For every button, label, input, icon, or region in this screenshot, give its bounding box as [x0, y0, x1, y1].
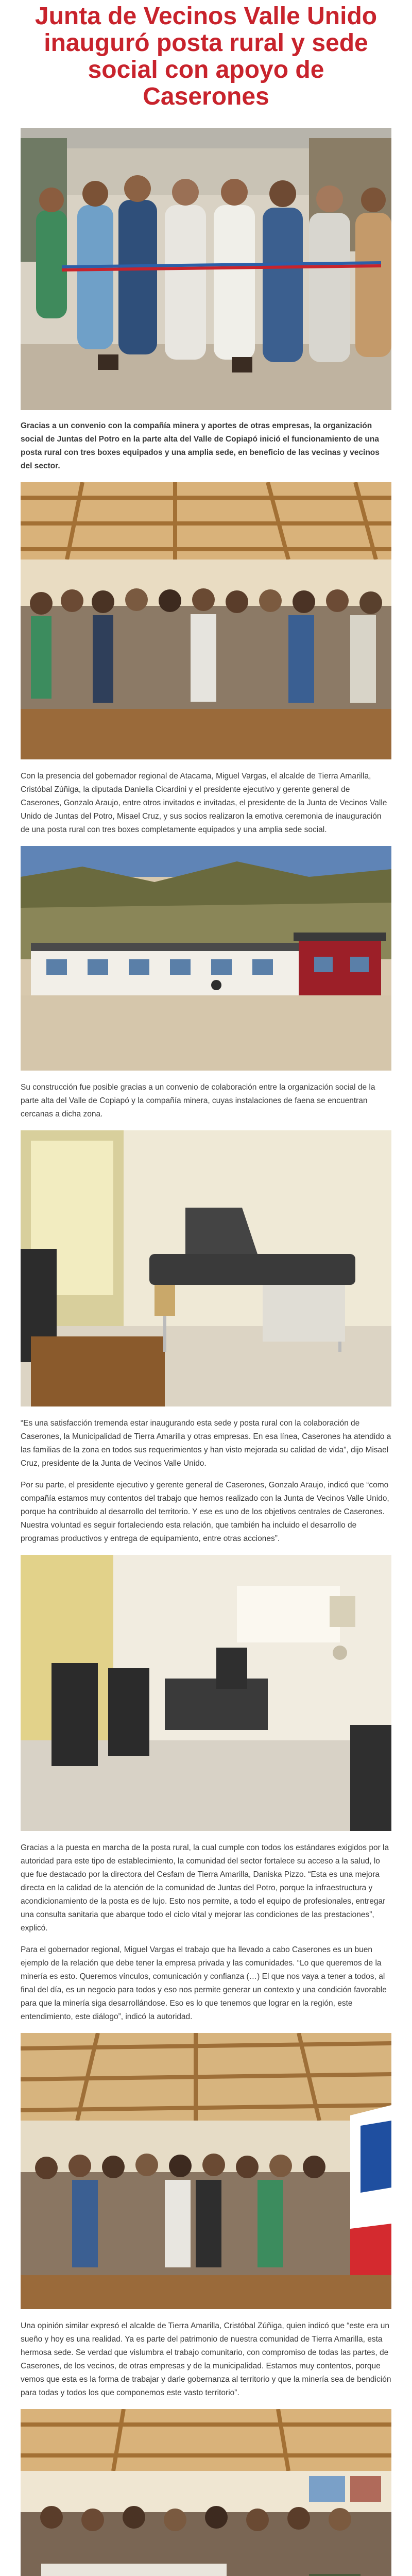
audience-in-sede-photo — [21, 482, 391, 759]
paragraph-1: Con la presencia del gobernador regional de Atacama, Miguel Vargas, el alcalde de Tierra Amarilla, Cristóbal Zúñiga, la diputada Daniella Cicardini y el presidente ejecutivo y gerente general de Caserones, Gonzalo Araujo, entre otros invitados e invitadas, el presidente de la Junta de Vecinos Valle Unido de Juntas del Potro, Misael Cruz, y sus socios realizaron la emotiva ceremonia de inauguración de una posta rural con tres boxes completamente equipados y una amplia sede social. — [21, 772, 387, 834]
article-body — [21, 128, 391, 2576]
paragraph-7: Una opinión similar expresó el alcalde de Tierra Amarilla, Cristóbal Zúñiga, quien indicó que “este era un sueño y hoy es una realidad. Ya es parte del patrimonio de nuestra comunidad de Tierra Amarilla, esta hermosa sede. Se verdad que vislumbra el trabajo comunitario, con compromiso de todas las partes, de Caserones, de los vecinos, de otras empresas y de la municipalidad. Estamos muy contentos, porque vemos que esta es la forma de trabajar y darle gobernanza al territorio y que la minería sea de bendición para todas y todos los que componemos este vasto territorio”. — [21, 2321, 391, 2397]
paragraph-3: “Es una satisfacción tremenda estar inaugurando esta sede y posta rural con la colaboración de Caserones, la Municipalidad de Tierra Amarilla y otras empresas. En esa línea, Caserones ha atendido a las familias de la zona en todos sus requerimientos y han visto mejorada su calidad de vida”, dijo Misael Cruz, presidente de la Junta de Vecinos Valle Unido. — [21, 1419, 391, 1468]
building-exterior-photo — [21, 846, 391, 1071]
clinic-room-chairs-photo — [21, 1555, 391, 1831]
ribbon-cutting-photo — [21, 128, 391, 410]
clinic-box-stretcher-photo — [21, 1130, 391, 1406]
community-lunch-photo — [21, 2409, 391, 2576]
paragraph-2: Su construcción fue posible gracias a un convenio de colaboración entre la organización social de la parte alta del Valle de Copiapó y la compañía minera, cuyas instalaciones de faena se encuentran cercanas a dicha zona. — [21, 1083, 375, 1118]
paragraph-6: Para el gobernador regional, Miguel Vargas el trabajo que ha llevado a cabo Caserones es un buen ejemplo de la relación que debe tener la empresa privada y las comunidades. “Lo que queremos de la minería es esto. Queremos vínculos, comunicación y confianza (…) El que nos vaya a tener a todos, al final del día, es un negocio para todos y eso nos permite generar un contexto y una condición favorable para que la minería siga desarrollándose. Eso es lo que tenemos que lograr en la región, este entendimiento, este diálogo”, indicó la autoridad. — [21, 1945, 387, 2021]
paragraph-5: Gracias a la puesta en marcha de la posta rural, la cual cumple con todos los estándares exigidos por la autoridad para este tipo de establecimiento, la comunidad del sector fortalece su acceso a la salud, lo que fue destacado por la directora del Cesfam de Tierra Amarilla, Daniska Pizzo. “Esta es una mejora directa en la calidad de la atención de la comunidad de Juntas del Potro, porque la infraestructura y acondicionamiento de la posta es de lujo. Esto nos permite, a todo el equipo de profesionales, entregar una consulta sanitaria que abarque todo el ciclo vital y mejorar las condiciones de las prestaciones”, explicó. — [21, 1843, 389, 1933]
article-lead: Gracias a un convenio con la compañía minera y aportes de otras empresas, la organización social de Juntas del Potro en la parte alta del Valle de Copiapó inició el funcionamiento de una posta rural con tres boxes equipados y una amplia sede, en beneficio de las vecinas y vecinos del sector. — [21, 421, 380, 470]
paragraph-4: Por su parte, el presidente ejecutivo y gerente general de Caserones, Gonzalo Araujo, indicó que “como compañía estamos muy contentos del trabajo que hemos realizado con la Junta de Vecinos Valle Unido, porque ha contribuido al desarrollo del territorio. Y ese es uno de los objetivos centrales de Caserones. Nuestra voluntad es seguir fortaleciendo esta relación, que también ha incluido el desarrollo de programas productivos y entrega de equipamiento, entre otras acciones”. — [21, 1481, 389, 1543]
group-under-roof-photo — [21, 2033, 391, 2309]
article-title: Junta de Vecinos Valle Unido inauguró posta rural y sede social con apoyo de Caserones — [35, 3, 377, 110]
